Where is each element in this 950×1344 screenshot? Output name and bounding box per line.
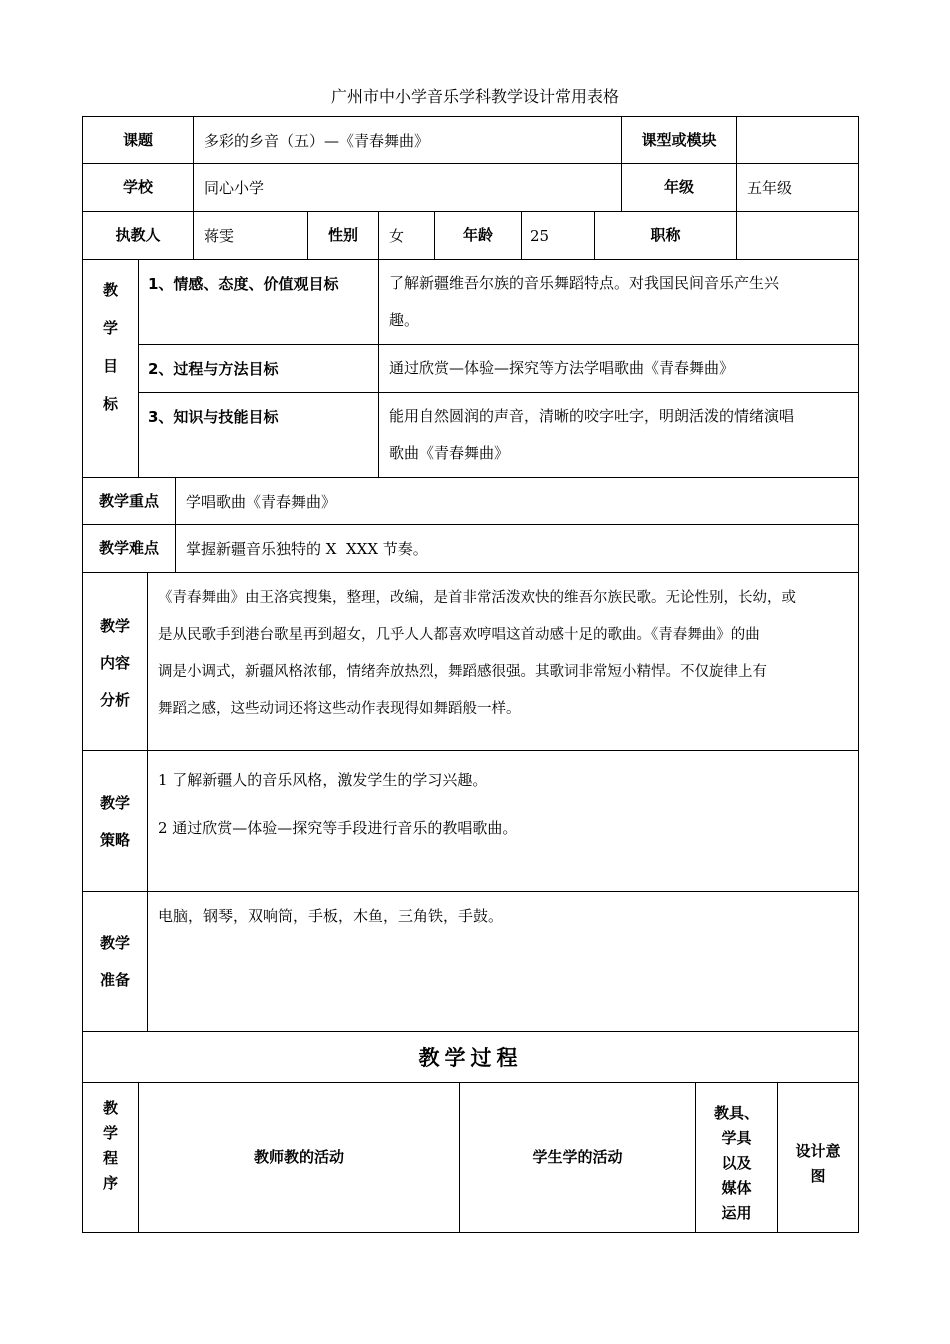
age-value: 25 [530, 226, 550, 245]
topic-label: 课题 [122, 130, 153, 149]
teacher-value: 蒋雯 [204, 227, 235, 245]
page-title: 广州市中小学音乐学科教学设计常用表格 [330, 87, 619, 106]
school-label: 学校 [122, 178, 153, 197]
objective-text-3: 能用自然圆润的声音，清晰的咬字吐字，明朗活泼的情绪演唱 歌曲《青春舞曲》 [389, 407, 795, 462]
type-label: 课型或模块 [641, 130, 717, 149]
type-value [747, 117, 852, 163]
teacher-label: 执教人 [115, 226, 161, 245]
preparation-text: 电脑，钢琴，双响筒，手板，木鱼，三角铁，手鼓。 [158, 907, 504, 925]
process-step-header: 教 学 程 序 [102, 1099, 118, 1192]
student-activity-header: 学生学的活动 [532, 1148, 623, 1167]
objective-label-3: 3、知识与技能目标 [148, 407, 279, 426]
objective-label-2: 2、过程与方法目标 [148, 359, 279, 378]
preparation-label: 教学 准备 [99, 934, 130, 989]
objective-text-1: 了解新疆维吾尔族的音乐舞蹈特点。对我国民间音乐产生兴 趣。 [389, 274, 780, 329]
teacher-activity-header: 教师教的活动 [253, 1148, 344, 1167]
key-point-label: 教学重点 [98, 491, 159, 510]
strategy-label: 教学 策略 [99, 794, 130, 849]
design-intent-header: 设计意 图 [795, 1142, 841, 1185]
topic-value: 多彩的乡音（五）—《青春舞曲》 [204, 131, 430, 150]
title-label: 职称 [650, 226, 681, 245]
grade-label: 年级 [663, 178, 694, 197]
difficulty-label: 教学难点 [98, 539, 159, 558]
media-header: 教具、 学具 以及 媒体 运用 [713, 1104, 759, 1222]
gender-value: 女 [389, 227, 405, 245]
title-value [747, 212, 852, 259]
key-point-text: 学唱歌曲《青春舞曲》 [186, 492, 337, 511]
age-label: 年龄 [462, 226, 493, 245]
gender-label: 性别 [327, 226, 358, 245]
objectives-label: 教 学 目 标 [102, 281, 118, 413]
grade-value: 五年级 [747, 179, 793, 197]
school-value: 同心小学 [204, 179, 265, 197]
strategy-text: 1 了解新疆人的音乐风格，激发学生的学习兴趣。 2 通过欣赏—体验—探究等手段进行音乐的教唱歌曲。 [158, 771, 518, 837]
objective-text-2: 通过欣赏—体验—探究等方法学唱歌曲《青春舞曲》 [389, 359, 735, 377]
content-analysis-label: 教学 内容 分析 [99, 617, 130, 709]
content-analysis-text: 《青春舞曲》由王洛宾搜集，整理，改编，是首非常活泼欢快的维吾尔族民歌。无论性别，长幼，或 是从民歌手到港台歌星再到超女，几乎人人都喜欢哼唱这首动感十足的歌曲。《青春舞曲》的曲 调是小调式，新疆风格浓郁，情绪奔放热烈，舞蹈感很强。其歌词非常短小精悍。不仅旋律上有 舞蹈之感，这些动词还将这些动作表现得如舞蹈般一样。 [158, 590, 796, 717]
process-title: 教学过程 [418, 1046, 523, 1070]
objective-label-1: 1、情感、态度、价值观目标 [148, 274, 339, 293]
difficulty-text: 掌握新疆音乐独特的 X XXX 节奏。 [186, 540, 428, 558]
